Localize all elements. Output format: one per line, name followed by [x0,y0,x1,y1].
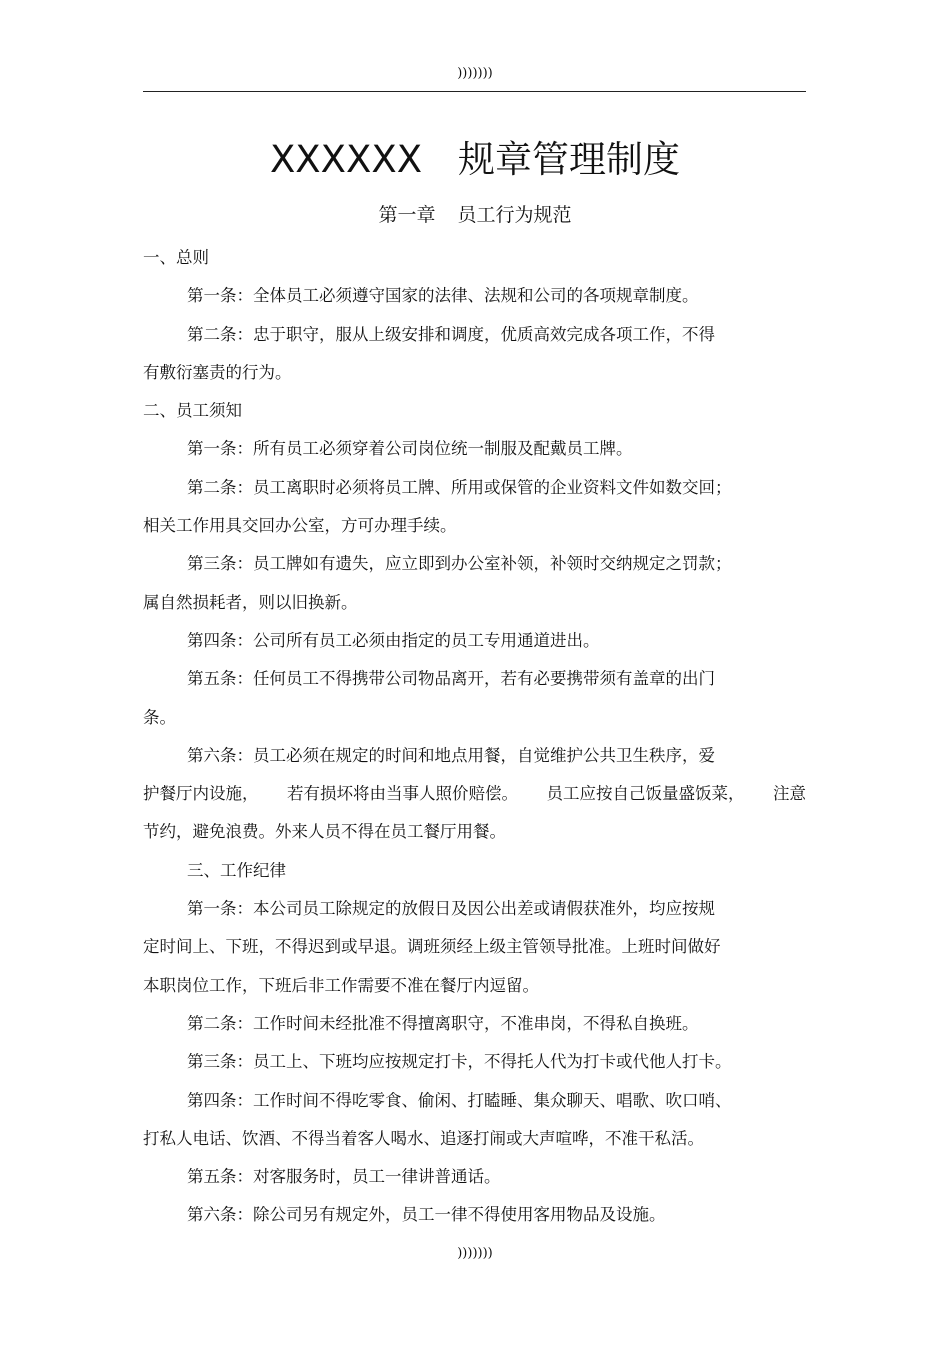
article-line: 第一条：本公司员工除规定的放假日及因公出差或请假获准外，均应按规 [187,899,715,919]
article-line: 第一条：所有员工必须穿着公司岗位统一制服及配戴员工牌。 [187,439,633,459]
article-line: 第四条：工作时间不得吃零食、偷闲、打瞌睡、集众聊天、唱歌、吹口哨、 [187,1090,732,1110]
line-segment: 注意 [773,784,806,804]
section-heading: 二、员工须知 [143,401,242,421]
document-body [143,239,806,1235]
section-heading: 一、总则 [143,248,209,267]
chapter-number: 第一章 [378,204,436,226]
title-name: 规章管理制度 [458,138,681,181]
article-line: 第六条：员工必须在规定的时间和地点用餐，自觉维护公共卫生秩序，爱 [187,745,715,765]
chapter-heading [0,201,950,229]
page-footer-mark: ))))))) [457,1246,493,1261]
article-line: 第五条：任何员工不得携带公司物品离开，若有必要携带须有盖章的出门 [187,669,715,689]
article-line: 相关工作用具交回办公室，方可办理手续。 [143,516,457,536]
article-line: 第五条：对客服务时，员工一律讲普通话。 [187,1167,501,1187]
article-line: 第二条：工作时间未经批准不得擅离职守，不准串岗，不得私自换班。 [187,1013,699,1033]
document-title [0,138,950,182]
article-line: 有敷衍塞责的行为。 [143,362,292,382]
article-line: 属自然损耗者，则以旧换新。 [143,592,358,612]
line-segment: 若有损坏将由当事人照价赔偿。 [287,784,518,804]
article-line [143,775,806,813]
chapter-name: 员工行为规范 [457,204,572,226]
article-line: 第二条：员工离职时必须将员工牌、所用或保管的企业资料文件如数交回； [187,477,732,497]
article-line: 条。 [143,707,176,727]
header-divider [143,91,806,92]
article-line: 第三条：员工上、下班均应按规定打卡，不得托人代为打卡或代他人打卡。 [187,1052,732,1072]
article-line: 节约，避免浪费。外来人员不得在员工餐厅用餐。 [143,822,506,842]
article-line: 第四条：公司所有员工必须由指定的员工专用通道进出。 [187,630,600,650]
article-line: 本职岗位工作，下班后非工作需要不准在餐厅内逗留。 [143,975,539,995]
article-line: 定时间上、下班，不得迟到或早退。调班须经上级主管领导批准。上班时间做好 [143,937,721,957]
article-line: 第六条：除公司另有规定外，员工一律不得使用客用物品及设施。 [187,1205,666,1225]
article-line: 第二条：忠于职守，服从上级安排和调度，优质高效完成各项工作，不得 [187,324,715,344]
line-segment: 员工应按自己饭量盛饭菜， [546,784,745,804]
page-header-mark: ))))))) [457,66,493,81]
article-line: 第一条：全体员工必须遵守国家的法律、法规和公司的各项规章制度。 [187,286,699,306]
section-heading: 三、工作纪律 [187,860,286,880]
title-code: XXXXXX [269,138,423,181]
line-segment: 护餐厅内设施， [143,784,259,804]
article-line: 第三条：员工牌如有遗失，应立即到办公室补领，补领时交纳规定之罚款； [187,554,732,574]
article-line: 打私人电话、饮酒、不得当着客人喝水、追逐打闹或大声喧哗，不准干私活。 [143,1128,704,1148]
